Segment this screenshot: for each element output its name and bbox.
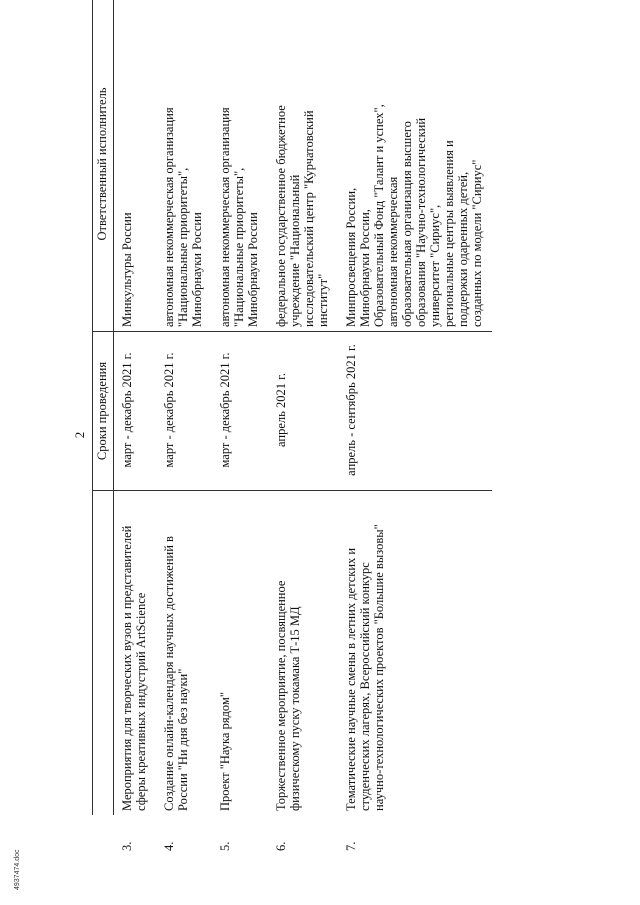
file-name-footer: 4937474.doc xyxy=(14,849,21,890)
responsible-line: Образовательный Фонд "Талант и успех", xyxy=(372,104,386,327)
row-number: 4. xyxy=(162,841,176,851)
page-number: 2 xyxy=(72,431,87,439)
event-name-line: физическому пуску токамака Т-15 МД xyxy=(288,606,302,811)
responsible-line: региональные центры выявления и xyxy=(442,140,456,327)
responsible-line: "Национальные приоритеты", xyxy=(176,167,190,327)
responsible-line: Минпросвещения России, xyxy=(344,187,358,327)
responsible-line: федеральное государственное бюджетное xyxy=(274,105,288,327)
event-date: апрель 2021 г. xyxy=(268,332,338,491)
events-table xyxy=(92,0,492,855)
row-number: 7. xyxy=(344,841,358,851)
row-number: 3. xyxy=(119,841,134,851)
header-responsible: Ответственный исполнитель xyxy=(93,0,114,332)
event-name-line: Тематические научные смены в летних детских и xyxy=(344,547,358,811)
header-date: Сроки проведения xyxy=(93,332,114,491)
event-responsible xyxy=(156,0,212,332)
responsible-line: Минобрнауки России xyxy=(190,212,204,327)
event-name-line: студенческих лагерях, Всероссийский конкурс xyxy=(358,562,372,811)
event-name xyxy=(338,491,492,816)
responsible-line: университет "Сириус", xyxy=(428,204,442,327)
event-name-line: Создание онлайн-календаря научных достижений в xyxy=(162,536,176,811)
row-number: 5. xyxy=(218,841,232,851)
responsible-line: "Национальные приоритеты", xyxy=(232,167,246,327)
event-name-line: Мероприятия для творческих вузов и представителей xyxy=(120,525,134,811)
table-row xyxy=(338,0,492,855)
row-number: 6. xyxy=(274,841,288,851)
event-date: март - декабрь 2021 г. xyxy=(212,332,268,491)
event-name-line: Торжественное мероприятие, посвященное xyxy=(274,580,288,811)
header-number xyxy=(93,815,114,855)
event-responsible xyxy=(268,0,338,332)
responsible-line: Минобрнауки России, xyxy=(358,209,372,327)
table-row xyxy=(156,0,212,855)
responsible-line: созданных по модели "Сириус" xyxy=(470,159,484,327)
rotated-table-block xyxy=(70,15,484,855)
event-responsible xyxy=(338,0,492,332)
responsible-line: исследовательский центр "Курчатовский xyxy=(302,110,316,327)
table-body xyxy=(114,0,493,855)
event-date: март - декабрь 2021 г. xyxy=(156,332,212,491)
event-name-line: России "Ни дня без науки" xyxy=(176,668,190,811)
event-date: апрель - сентябрь 2021 г. xyxy=(338,332,492,491)
table-row xyxy=(114,0,157,855)
responsible-line: Минкультуры России xyxy=(120,212,134,327)
responsible-line: автономная некоммерческая xyxy=(386,176,400,327)
responsible-line: образования "Научно-технологический xyxy=(414,117,428,327)
responsible-line: учреждение "Национальный xyxy=(288,174,302,327)
event-responsible xyxy=(212,0,268,332)
responsible-line: Минобрнауки России xyxy=(246,212,260,327)
table-header-row xyxy=(93,0,114,855)
event-name xyxy=(114,491,157,816)
responsible-line: автономная некоммерческая организация xyxy=(218,107,232,327)
event-name xyxy=(156,491,212,816)
table-row xyxy=(268,0,338,855)
event-name-line: Проект "Наука рядом" xyxy=(218,692,232,811)
event-responsible xyxy=(114,0,157,332)
event-name-line: сферы креативных индустрий ArtScience xyxy=(134,592,148,811)
event-name xyxy=(268,491,338,816)
event-date: март - декабрь 2021 г. xyxy=(114,332,157,491)
responsible-line: автономная некоммерческая организация xyxy=(162,107,176,327)
header-name xyxy=(93,491,114,816)
responsible-line: поддержки одаренных детей, xyxy=(456,171,470,327)
responsible-line: образовательная организация высшего xyxy=(400,121,414,327)
responsible-line: институт" xyxy=(316,273,330,327)
event-name-line: научно-технологических проектов "Большие вызовы" xyxy=(372,524,386,811)
event-name xyxy=(212,491,268,816)
table-row xyxy=(212,0,268,855)
